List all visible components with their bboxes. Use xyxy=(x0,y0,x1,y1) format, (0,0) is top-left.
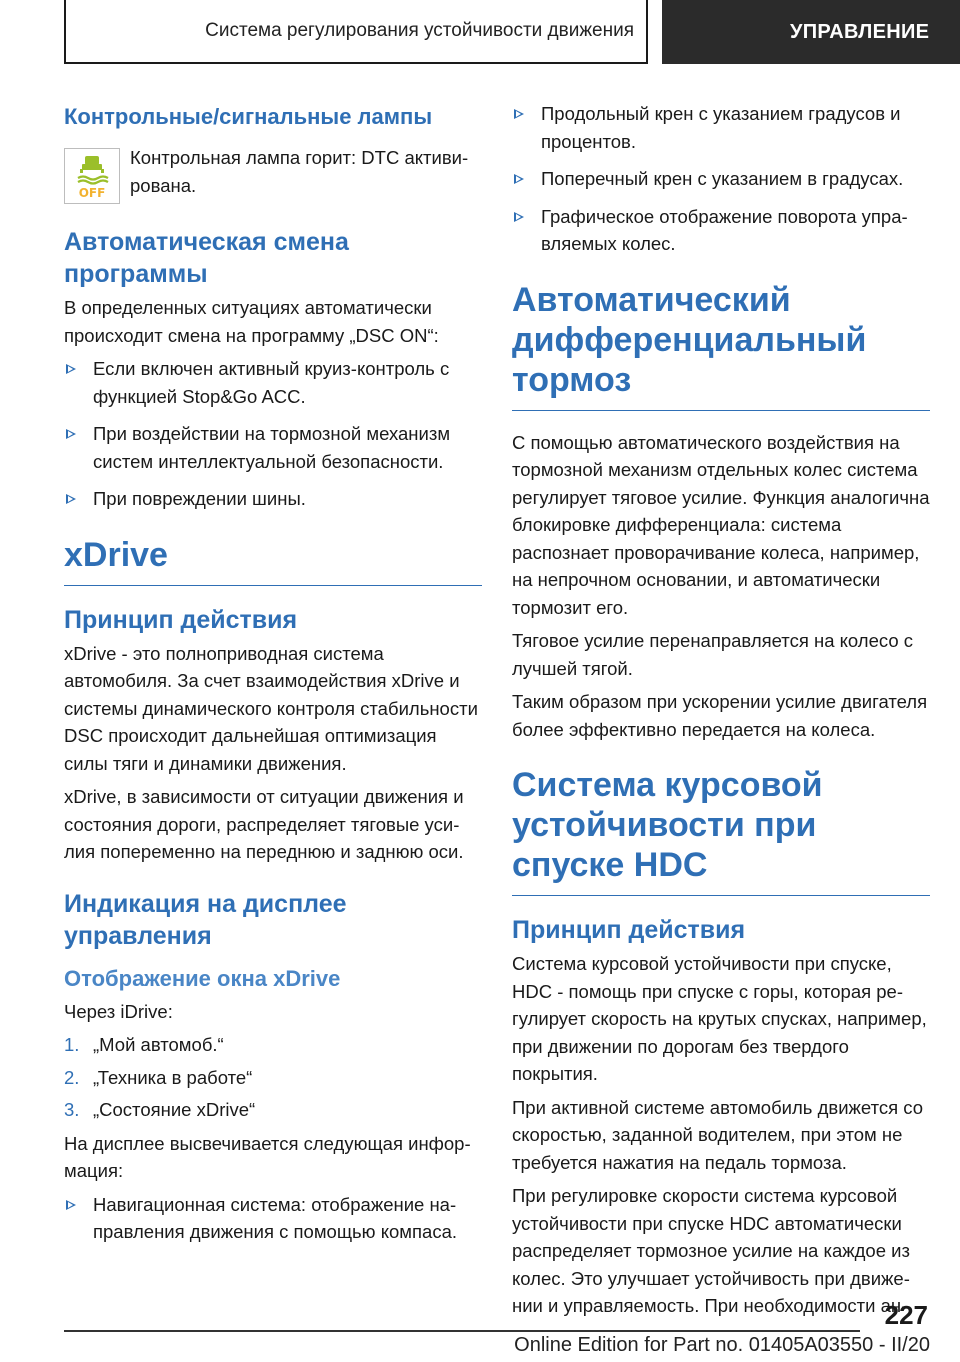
page-number: 227 xyxy=(884,1300,928,1330)
page-header xyxy=(0,0,960,66)
right-column xyxy=(512,100,930,1326)
principle-paragraph-2: xDrive, в зависимости от ситуации движения и состояния дороги, распределяет тяговые усилия попеременно на переднюю и заднюю оси. xyxy=(64,786,464,862)
bullet-triangle-icon xyxy=(66,1200,76,1210)
display-heading: Индикация на дисплее управления xyxy=(64,889,347,950)
list-item: Если включен активный круиз-контроль с функцией Stop&Go ACC. xyxy=(64,355,482,410)
auto-program-intro: В определенных ситуациях автоматически происходит смена на программу „DSC ON“: xyxy=(64,297,439,346)
bullet-triangle-icon xyxy=(514,109,524,119)
list-item: Продольный крен с указанием градусов и процентов. xyxy=(512,100,930,155)
hdc-paragraph-2: При активной системе автомобиль движется со скоростью, заданной водителем, при этом не требуется нажатия на педаль тормоза. xyxy=(512,1096,924,1173)
lamp-row xyxy=(64,144,482,204)
hdc-paragraph-1: Система курсовой устойчивости при спуске, HDC - помощь при спуске с горы, которая регулирует скорость на крутых спусках, например, при движении по дорогам без твердого покрытия. xyxy=(512,953,927,1084)
footer-divider xyxy=(64,1330,860,1332)
adb-paragraph-3: Таким образом при ускорении усилие двигателя более эффективно передается на колеса. xyxy=(512,691,928,740)
display-items-list xyxy=(64,1191,482,1246)
chapter-title: Система регулирования устойчивости движения xyxy=(64,0,648,64)
hdc-principle-heading: Принцип действия xyxy=(512,916,746,944)
list-item: Графическое отображение поворота управляемых колес. xyxy=(512,203,930,258)
principle-paragraph-1: xDrive - это полноприводная система автомобиля. За счет взаимодействия xDrive и системы динамического контроля стабильности DSC происходит дальнейшая оптимизация силы тяги и динамики движения. xyxy=(64,642,478,774)
list-item: 1. „Мой автомоб.“ xyxy=(64,1034,224,1055)
menu-steps xyxy=(64,1031,482,1124)
list-item: Поперечный крен с указанием в градусах. xyxy=(512,165,930,193)
bullet-triangle-icon xyxy=(514,174,524,184)
auto-program-list xyxy=(64,355,482,513)
bullet-triangle-icon xyxy=(66,494,76,504)
hdc-paragraph-3: При регулировке скорости система курсовой устойчивости при спуске HDC автоматически распределяет тормозное усилие на каждое из колес. Это улучшает устойчивость при движении и управляемость. При необходимости ан- xyxy=(512,1185,910,1316)
list-item: При повреждении шины. xyxy=(64,485,482,513)
continued-display-list xyxy=(512,100,930,258)
left-column xyxy=(64,100,482,1256)
list-item: При воздействии на тормозной механизм систем интеллектуальной безопасности. xyxy=(64,420,482,475)
bullet-triangle-icon xyxy=(514,212,524,222)
adb-paragraph-1: С помощью автоматического воздействия на тормозной механизм отдельных колес система регулирует тяговое усилие. Функция аналогична блокировке дифференциала: система распознает проворачивание колеса, например, на непрочном основании, и автоматически тормозит его. xyxy=(512,431,930,618)
bullet-triangle-icon xyxy=(66,364,76,374)
xdrive-window-heading: Отображение окна xDrive xyxy=(64,965,341,991)
xdrive-heading: xDrive xyxy=(64,535,482,586)
auto-program-heading: Автоматическая смена программы xyxy=(64,228,349,288)
dtc-off-lamp-icon xyxy=(64,148,120,204)
display-info: На дисплее высвечивается следующая информация: xyxy=(64,1132,471,1181)
bullet-triangle-icon xyxy=(66,429,76,439)
list-item: Навигационная система: отображение направления движения с помощью компаса. xyxy=(64,1191,482,1246)
list-item: 3. „Состояние xDrive“ xyxy=(64,1099,256,1120)
adb-heading: Автоматический дифференциальный тормоз xyxy=(512,280,930,411)
hdc-heading: Система курсовой устойчивости при спуске HDC xyxy=(512,765,930,896)
lamps-heading: Контрольные/сигнальные лампы xyxy=(64,104,433,129)
via-idrive: Через iDrive: xyxy=(64,1000,173,1022)
adb-paragraph-2: Тяговое усилие перенаправляется на колесо с лучшей тягой. xyxy=(512,630,914,679)
section-tab: УПРАВЛЕНИЕ xyxy=(662,0,960,64)
lamp-off-label: OFF xyxy=(78,186,106,200)
principle-heading: Принцип действия xyxy=(64,605,298,634)
lamp-description: Контрольная лампа горит: DTC активирована. xyxy=(130,147,469,196)
dtc-off-lamp-svg xyxy=(68,152,116,200)
list-item: 2. „Техника в работе“ xyxy=(64,1066,253,1088)
edition-footer: Online Edition for Part no. 01405A03550 - II/20 xyxy=(514,1334,930,1356)
